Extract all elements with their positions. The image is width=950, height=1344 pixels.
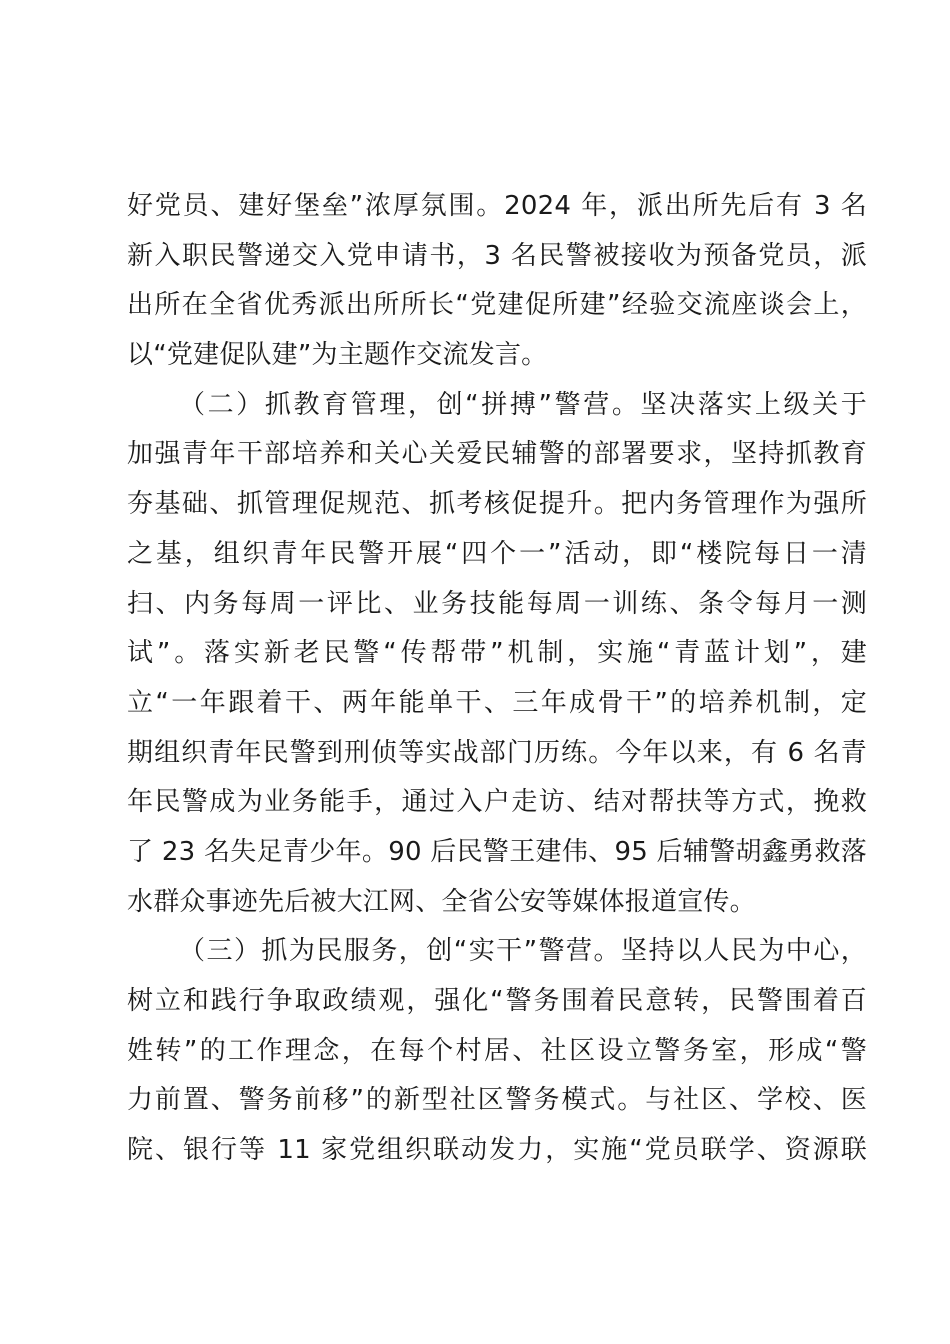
text-line: 水群众事迹先后被大江网、全省公安等媒体报道宣传。 bbox=[127, 886, 756, 917]
text-line: 院、银行等 11 家党组织联动发力，实施“党员联学、资源联 bbox=[127, 1135, 867, 1166]
text-line: 力前置、警务前移”的新型社区警务模式。与社区、学校、医 bbox=[127, 1085, 867, 1116]
text-line: 试”。落实新老民警“传帮带”机制，实施“青蓝计划”，建 bbox=[127, 638, 867, 669]
text-line: 年民警成为业务能手，通过入户走访、结对帮扶等方式，挽救 bbox=[127, 787, 867, 818]
section-heading-line: （三）抓为民服务，创“实干”警营。坚持以人民为中心， bbox=[179, 936, 867, 967]
text-line: 出所在全省优秀派出所所长“党建促所建”经验交流座谈会上， bbox=[127, 290, 867, 321]
text-line: 之基，组织青年民警开展“四个一”活动，即“楼院每日一清 bbox=[127, 538, 867, 569]
text-line: 以“党建促队建”为主题作交流发言。 bbox=[127, 340, 548, 371]
text-line: 了 23 名失足青少年。90 后民警王建伟、95 后辅警胡鑫勇救落 bbox=[127, 836, 867, 867]
text-line: 扫、内务每周一评比、业务技能每周一训练、条令每月一测 bbox=[127, 588, 867, 619]
text-line: 姓转”的工作理念，在每个村居、社区设立警务室，形成“警 bbox=[127, 1035, 867, 1066]
text-line: 立“一年跟着干、两年能单干、三年成骨干”的培养机制，定 bbox=[127, 687, 867, 718]
text-line: 期组织青年民警到刑侦等实战部门历练。今年以来，有 6 名青 bbox=[127, 737, 867, 768]
text-line: 加强青年干部培养和关心关爱民辅警的部署要求，坚持抓教育 bbox=[127, 439, 867, 470]
text-line: 好党员、建好堡垒”浓厚氛围。2024 年，派出所先后有 3 名 bbox=[127, 191, 867, 221]
section-heading-line: （二）抓教育管理，创“拼搏”警营。坚决落实上级关于 bbox=[179, 389, 867, 420]
text-line: 夯基础、抓管理促规范、抓考核促提升。把内务管理作为强所 bbox=[127, 489, 867, 520]
text-line: 新入职民警递交入党申请书，3 名民警被接收为预备党员，派 bbox=[127, 240, 867, 271]
text-line: 树立和践行争取政绩观，强化“警务围着民意转，民警围着百 bbox=[127, 986, 867, 1016]
body-text bbox=[127, 182, 867, 1176]
